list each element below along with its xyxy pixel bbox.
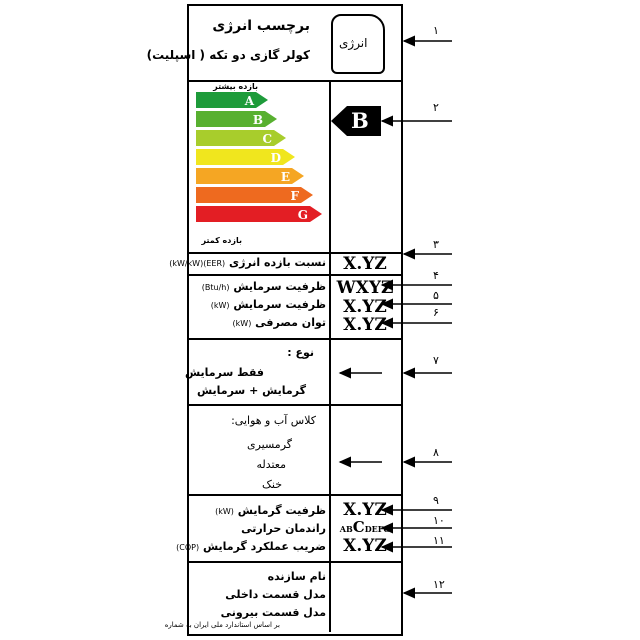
efficiency-letter: C [262,132,272,146]
thermal-efficiency-class: C [352,518,365,536]
heating-value: X.YZ [343,500,387,520]
callout-number: ۷ [433,354,439,367]
cooling-row-label: توان مصرفی [255,316,326,329]
callout-number: ۱۱ [433,534,445,547]
callout-number: ۱۰ [433,514,445,527]
heating-row-label: ظرفیت گرمایش [237,504,326,517]
climate-option: خنک [262,478,282,491]
higher-efficiency-label: بازده بیشتر [213,82,258,91]
climate-option: معتدله [256,458,286,471]
cooling-row-unit: (kW) [210,301,230,310]
callout-number: ۱۲ [433,578,445,591]
thermal-efficiency-post: DEFG [364,524,391,534]
manufacturer-name-label: نام سازنده [267,570,326,583]
climate-title: کلاس آب و هوایی: [231,414,316,427]
heating-row-unit: (kW) [215,507,234,516]
climate-option: گرمسیری [246,438,292,451]
type-title: نوع : [287,346,314,359]
eer-unit: (EER)(kW/kW) [169,259,226,268]
callout-number: ۴ [433,269,439,282]
efficiency-letter: E [280,170,290,184]
standard-footer: بر اساس استاندارد ملی ایران به شماره [164,621,280,629]
callout-number: ۹ [433,494,439,507]
heating-row-label: راندمان حرارتی [241,522,326,535]
efficiency-letter: A [244,94,254,108]
thermal-efficiency-pre: AB [339,524,353,534]
callout-number: ۵ [433,289,439,302]
outdoor-model-label: مدل قسمت بیرونی [220,606,326,619]
callout-number: ۸ [433,446,439,459]
cooling-row-label: ظرفیت سرمایش [233,298,326,311]
efficiency-letter: G [297,208,308,222]
cooling-value: X.YZ [343,315,387,335]
energy-logo-text: انرژی [339,36,368,50]
efficiency-letter: D [270,151,281,165]
efficiency-letter: B [252,113,263,127]
cooling-value: WXYZ [336,278,394,298]
heating-value: X.YZ [343,536,387,556]
callout-number: ۳ [433,238,439,251]
eer-value: X.YZ [343,254,387,274]
heating-row-unit: (COP) [176,543,200,552]
cooling-row-unit: (Btu/h) [201,283,230,292]
efficiency-letter: F [290,189,299,203]
rating-letter: B [351,108,369,133]
cooling-row-label: ظرفیت سرمایش [233,280,326,293]
eer-label: نسبت بازده انرژی [228,256,326,269]
indoor-model-label: مدل قسمت داخلی [225,588,326,601]
lower-efficiency-label: بازده کمتر [201,236,242,245]
cooling-row-unit: (kW) [232,319,252,328]
heating-row-label: ضریب عملکرد گرمایش [202,540,326,553]
callout-number: ۲ [433,101,439,114]
label-subtitle: کولر گازی دو تکه ( اسپلیت) [146,48,310,62]
type-option: گرمایش + سرمایش [196,384,306,397]
callout-number: ۶ [433,306,439,319]
label-title: برچسب انرژی [212,18,310,34]
callout-number: ۱ [433,24,439,37]
type-option: فقط سرمایش [184,366,264,379]
cooling-value: X.YZ [343,297,387,317]
